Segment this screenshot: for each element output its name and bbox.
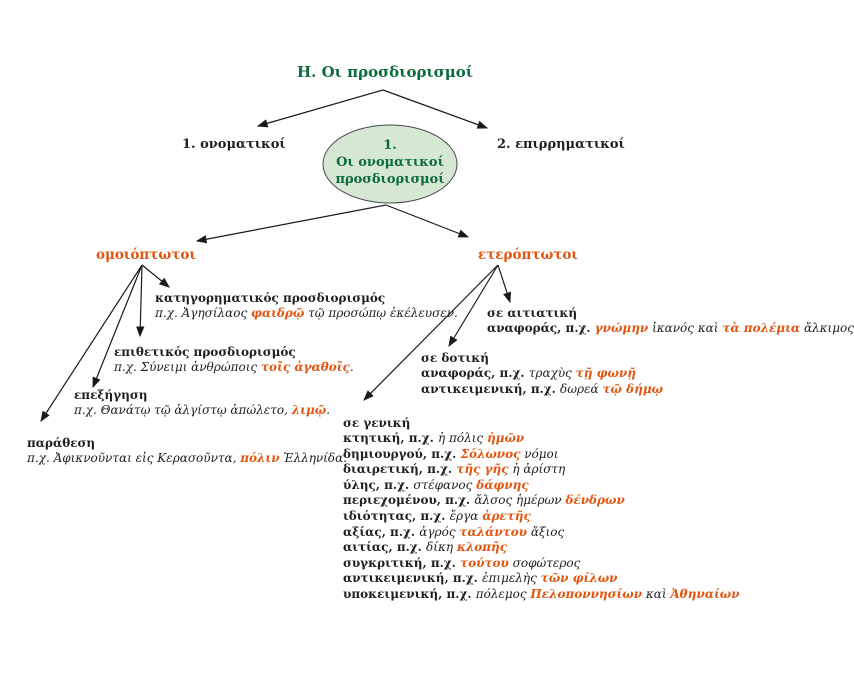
block-example <box>155 306 458 321</box>
arrow-ellipse-to-homoptota <box>197 205 386 241</box>
arrow-to-epithetikos <box>140 265 142 336</box>
block-title: κατηγορηματικός προσδιορισμός <box>155 291 386 305</box>
line-label: διαιρετική, π.χ. <box>343 462 457 477</box>
plain-text: ἡ ἀρίστη <box>508 462 566 477</box>
highlight-term: ταλάντου <box>459 524 528 539</box>
line-example <box>560 382 663 396</box>
plain-text: νόμοι <box>520 446 559 461</box>
branch-adverbial-label: 2. επιρρηματικοί <box>497 137 625 152</box>
block-genitive <box>343 416 740 603</box>
line-example <box>419 525 564 539</box>
diagram-title: Η. Οι προσδιορισμοί <box>297 63 473 81</box>
block-epexigisi <box>74 388 330 418</box>
plain-text: σοφώτερος <box>508 555 581 570</box>
highlight-term: τῷ δήμῳ <box>602 381 664 396</box>
line-label: δημιουργού, π.χ. <box>343 446 461 461</box>
line-label: αντικειμενική, π.χ. <box>421 381 561 396</box>
highlight-term: δάφνης <box>476 477 529 492</box>
case-line <box>487 321 854 337</box>
case-line <box>343 431 740 447</box>
block-title: παράθεση <box>27 436 96 450</box>
block-example <box>114 360 354 375</box>
highlight-term: τούτου <box>460 555 509 570</box>
plain-text: πόλεμος <box>475 586 531 601</box>
line-label: αναφοράς, π.χ. <box>487 321 595 335</box>
plain-text: καὶ <box>642 586 671 601</box>
homoptota-label: ομοιόπτωτοι <box>96 247 196 263</box>
case-line <box>343 478 740 494</box>
arrow-title-to-adverbial <box>383 90 487 128</box>
arrow-to-accusative <box>498 265 510 302</box>
highlight-term: πόλιν <box>240 451 280 465</box>
block-parathesi <box>27 436 347 466</box>
case-title: σε αιτιατική <box>487 306 578 320</box>
highlight-term: τῇ φωνῇ <box>575 366 636 380</box>
highlight-term: τοῖς ἀγαθοῖς <box>260 360 350 374</box>
case-line <box>421 366 663 382</box>
arrow-title-to-nominal <box>258 90 383 126</box>
plain-text: ἀγρός <box>419 524 460 539</box>
block-example <box>74 403 330 418</box>
case-line <box>343 571 740 587</box>
line-example <box>529 366 636 380</box>
line-label: αιτίας, π.χ. <box>343 540 427 555</box>
line-example <box>438 431 524 445</box>
block-dative <box>421 351 663 397</box>
line-example <box>456 462 565 476</box>
plain-text: π.χ. Ἀφικνοῦνται εἰς Κερασοῦντα, <box>27 451 241 465</box>
highlight-term: φαιδρῷ <box>251 306 305 320</box>
highlight-term: τῶν φίλων <box>540 571 618 586</box>
line-label: αξίας, π.χ. <box>343 524 420 539</box>
plain-text: δίκη <box>426 540 457 555</box>
highlight-term: λιμῷ <box>291 403 327 417</box>
plain-text: ἡ πόλις <box>437 431 487 445</box>
line-label: αντικειμενική, π.χ. <box>343 571 483 586</box>
highlight-term: τὰ πολέμια <box>722 321 801 335</box>
block-accusative <box>487 306 854 337</box>
case-title: σε γενική <box>343 416 411 430</box>
plain-text: π.χ. Θανάτῳ τῷ ἀλγίστῳ ἀπώλετο, <box>74 403 292 417</box>
line-label: κτητική, π.χ. <box>343 431 438 445</box>
line-label: συγκριτική, π.χ. <box>343 555 461 570</box>
plain-text: ἔργα <box>449 508 483 523</box>
plain-text: τραχὺς <box>528 366 576 380</box>
line-label: αναφοράς, π.χ. <box>421 366 529 380</box>
highlight-term: Πελοποννησίων <box>530 586 643 601</box>
plain-text: . <box>349 360 354 374</box>
ellipse-text <box>323 137 457 188</box>
arrow-ellipse-to-heteroptota <box>386 205 468 237</box>
plain-text: ἄλκιμος <box>800 321 854 335</box>
arrow-to-katigorimatikos <box>142 265 169 287</box>
line-example <box>450 509 531 523</box>
line-label: ύλης, π.χ. <box>343 477 414 492</box>
line-example <box>595 321 854 335</box>
line-label: ιδιότητας, π.χ. <box>343 508 450 523</box>
highlight-term: γνώμην <box>594 321 649 335</box>
highlight-term: Σόλωνος <box>460 446 521 461</box>
case-line <box>343 493 740 509</box>
case-line <box>343 525 740 541</box>
highlight-term: τῆς γῆς <box>456 462 509 477</box>
highlight-term: ἀρετῆς <box>482 508 531 523</box>
plain-text: τῷ προσώπῳ ἐκέλευσεν. <box>304 306 458 320</box>
line-example <box>426 540 507 554</box>
case-line <box>343 509 740 525</box>
block-epithetikos <box>114 345 354 375</box>
case-line <box>343 556 740 572</box>
case-title: σε δοτική <box>421 351 489 365</box>
plain-text: ἄλσος ἡμέρων <box>474 493 566 508</box>
case-line <box>343 447 740 463</box>
line-label: περιεχομένου, π.χ. <box>343 493 475 508</box>
block-title: επεξήγηση <box>74 388 148 402</box>
highlight-term: ἡμῶν <box>486 431 525 445</box>
ellipse-line-1: 1. <box>383 138 397 153</box>
highlight-term: κλοπῆς <box>456 540 508 555</box>
line-example <box>482 571 617 585</box>
plain-text: ἱκανός καὶ <box>648 321 723 335</box>
plain-text: ἄξιος <box>527 524 565 539</box>
plain-text: δωρεά <box>560 381 603 396</box>
plain-text: Ἑλληνίδα. <box>279 451 348 465</box>
plain-text: ἐπιμελὴς <box>482 571 541 586</box>
block-katigorimatikos <box>155 291 458 321</box>
case-line <box>421 382 663 398</box>
case-line <box>343 587 740 603</box>
plain-text: . <box>326 403 331 417</box>
case-line <box>343 540 740 556</box>
line-example <box>413 478 528 492</box>
highlight-term: δένδρων <box>565 493 625 508</box>
ellipse-line-2: Οι ονοματικοί <box>336 155 444 170</box>
line-example <box>460 556 580 570</box>
highlight-term: Ἀθηναίων <box>670 586 740 601</box>
branch-nominal-label: 1. ονοματικοί <box>182 137 286 152</box>
plain-text: π.χ. Ἀγησίλαος <box>155 306 251 320</box>
heteroptota-label: ετερόπτωτοι <box>478 247 578 263</box>
line-example <box>474 493 624 507</box>
plain-text: π.χ. Σύνειμι ἀνθρώποις <box>114 360 261 374</box>
line-example <box>460 447 558 461</box>
ellipse-line-3: προσδιορισμοί <box>335 172 445 187</box>
line-label: υποκειμενική, π.χ. <box>343 586 476 601</box>
block-title: επιθετικός προσδιορισμός <box>114 345 296 359</box>
block-example <box>27 451 347 466</box>
line-example <box>476 587 740 601</box>
case-line <box>343 462 740 478</box>
plain-text: στέφανος <box>413 477 477 492</box>
